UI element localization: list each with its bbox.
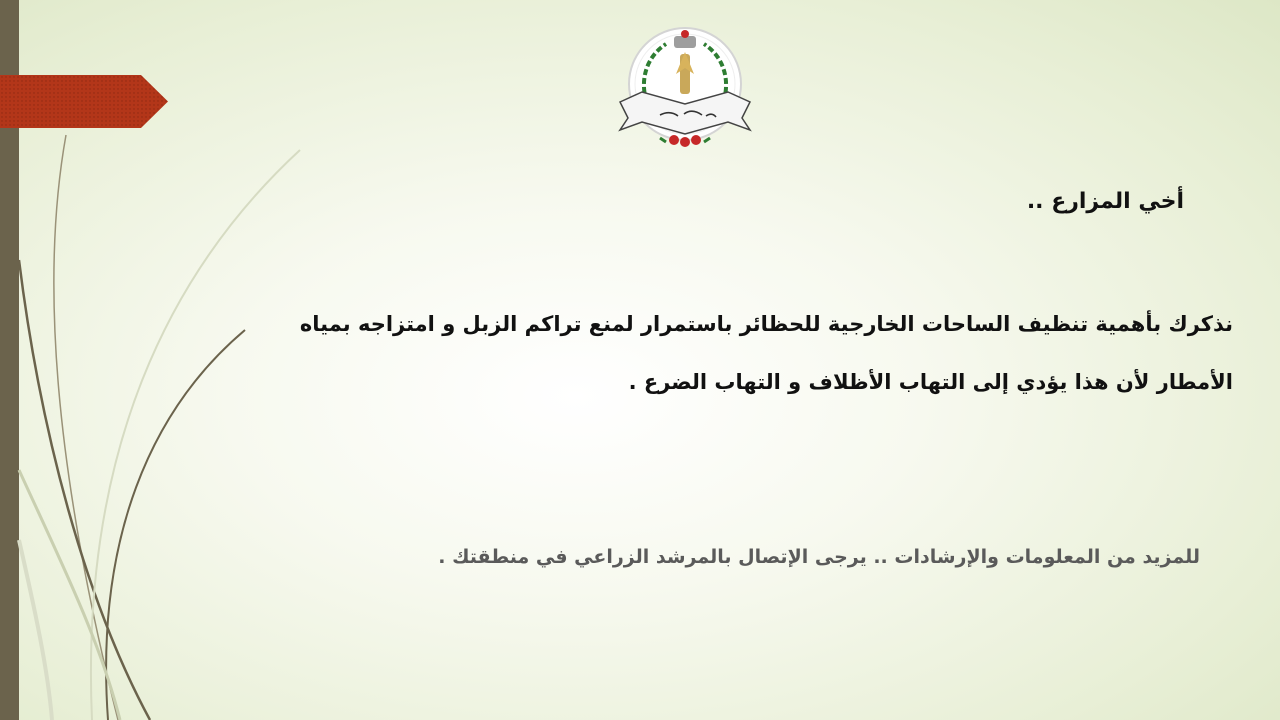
red-ribbon-tab [0,75,168,128]
greeting-heading: أخي المزارع .. [1026,189,1184,214]
main-message: نذكرك بأهمية تنظيف الساحات الخارجية للحظائر باستمرار لمنع تراكم الزبل و امتزاجه بمياه الأمطار لأن هذا يؤدي إلى التهاب الأظلاف و التهاب الضرع . [299,312,1233,394]
contact-footer-text: للمزيد من المعلومات والإرشادات .. يرجى الإتصال بالمرشد الزراعي في منطقتك . [438,546,1200,568]
ministry-of-agriculture-seal-icon [612,22,758,156]
